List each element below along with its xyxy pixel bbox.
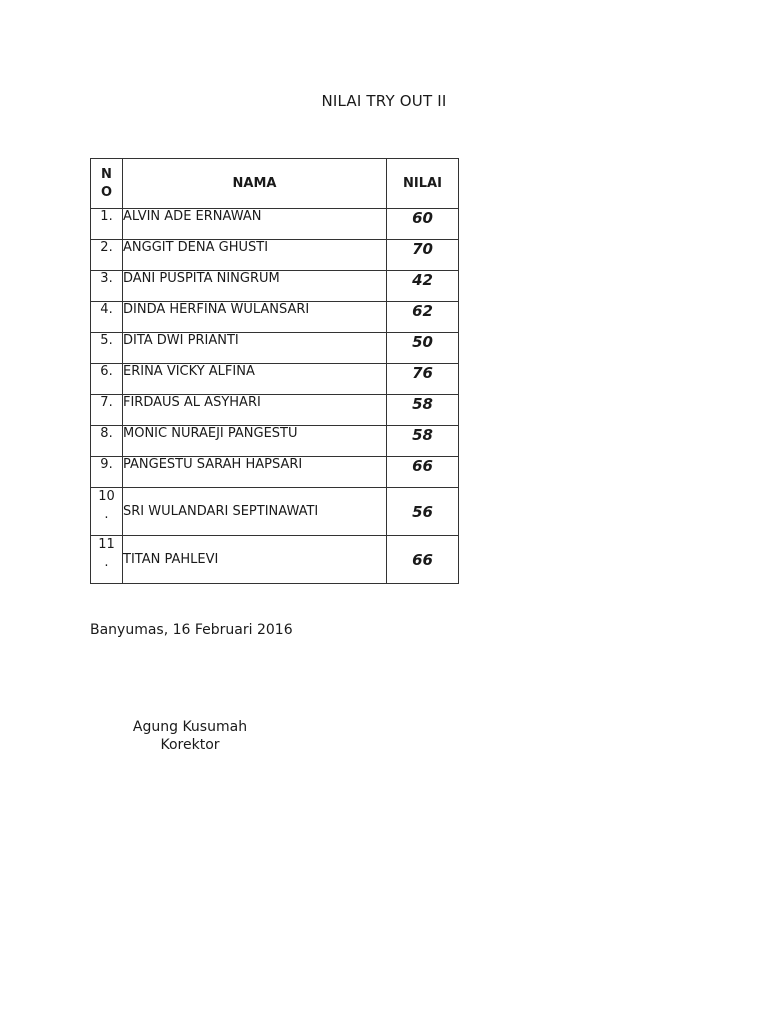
row-no: 7. xyxy=(91,395,123,426)
signer-name: Agung Kusumah xyxy=(132,719,248,735)
row-nama: TITAN PAHLEVI xyxy=(123,536,387,584)
row-nama: ANGGIT DENA GHUSTI xyxy=(123,240,387,271)
row-nilai: 58 xyxy=(387,426,459,457)
row-nama: DITA DWI PRIANTI xyxy=(123,333,387,364)
row-nama: ALVIN ADE ERNAWAN xyxy=(123,209,387,240)
header-nilai: NILAI xyxy=(387,159,459,209)
row-no-line1: 10 xyxy=(98,489,115,504)
table-row xyxy=(91,395,459,426)
table-row xyxy=(91,302,459,333)
table-row xyxy=(91,209,459,240)
row-no: 4. xyxy=(91,302,123,333)
row-no-line2: . xyxy=(104,507,109,522)
table-row xyxy=(91,271,459,302)
row-no xyxy=(91,536,123,584)
score-table xyxy=(90,158,459,584)
row-no: 6. xyxy=(91,364,123,395)
row-nama: MONIC NURAEJI PANGESTU xyxy=(123,426,387,457)
table-row xyxy=(91,333,459,364)
row-nama: FIRDAUS AL ASYHARI xyxy=(123,395,387,426)
row-nilai: 58 xyxy=(387,395,459,426)
table-row xyxy=(91,426,459,457)
row-nilai: 62 xyxy=(387,302,459,333)
table-row xyxy=(91,457,459,488)
row-nilai: 42 xyxy=(387,271,459,302)
row-nama: SRI WULANDARI SEPTINAWATI xyxy=(123,488,387,536)
row-nama: PANGESTU SARAH HAPSARI xyxy=(123,457,387,488)
table-header-row xyxy=(91,159,459,209)
header-no-line2: O xyxy=(100,184,113,200)
row-nama: ERINA VICKY ALFINA xyxy=(123,364,387,395)
row-no: 8. xyxy=(91,426,123,457)
place-date: Banyumas, 16 Februari 2016 xyxy=(90,622,293,638)
row-no: 2. xyxy=(91,240,123,271)
header-nama: NAMA xyxy=(123,159,387,209)
row-no xyxy=(91,488,123,536)
row-nilai: 50 xyxy=(387,333,459,364)
row-nilai: 76 xyxy=(387,364,459,395)
row-nilai: 60 xyxy=(387,209,459,240)
row-no: 5. xyxy=(91,333,123,364)
row-no: 9. xyxy=(91,457,123,488)
row-no-line1: 11 xyxy=(98,537,115,552)
table-row xyxy=(91,488,459,536)
header-no-line1: N xyxy=(101,166,112,182)
row-no: 1. xyxy=(91,209,123,240)
row-no: 3. xyxy=(91,271,123,302)
row-nilai: 66 xyxy=(387,457,459,488)
document-title: NILAI TRY OUT II xyxy=(321,92,447,110)
signature-block xyxy=(90,718,290,754)
row-nilai: 66 xyxy=(387,536,459,584)
row-nama: DANI PUSPITA NINGRUM xyxy=(123,271,387,302)
header-no xyxy=(91,159,123,209)
row-no-line2: . xyxy=(104,555,109,570)
table-row xyxy=(91,364,459,395)
table-row xyxy=(91,240,459,271)
row-nilai: 70 xyxy=(387,240,459,271)
table-row xyxy=(91,536,459,584)
signer-role: Korektor xyxy=(160,737,220,753)
row-nama: DINDA HERFINA WULANSARI xyxy=(123,302,387,333)
row-nilai: 56 xyxy=(387,488,459,536)
